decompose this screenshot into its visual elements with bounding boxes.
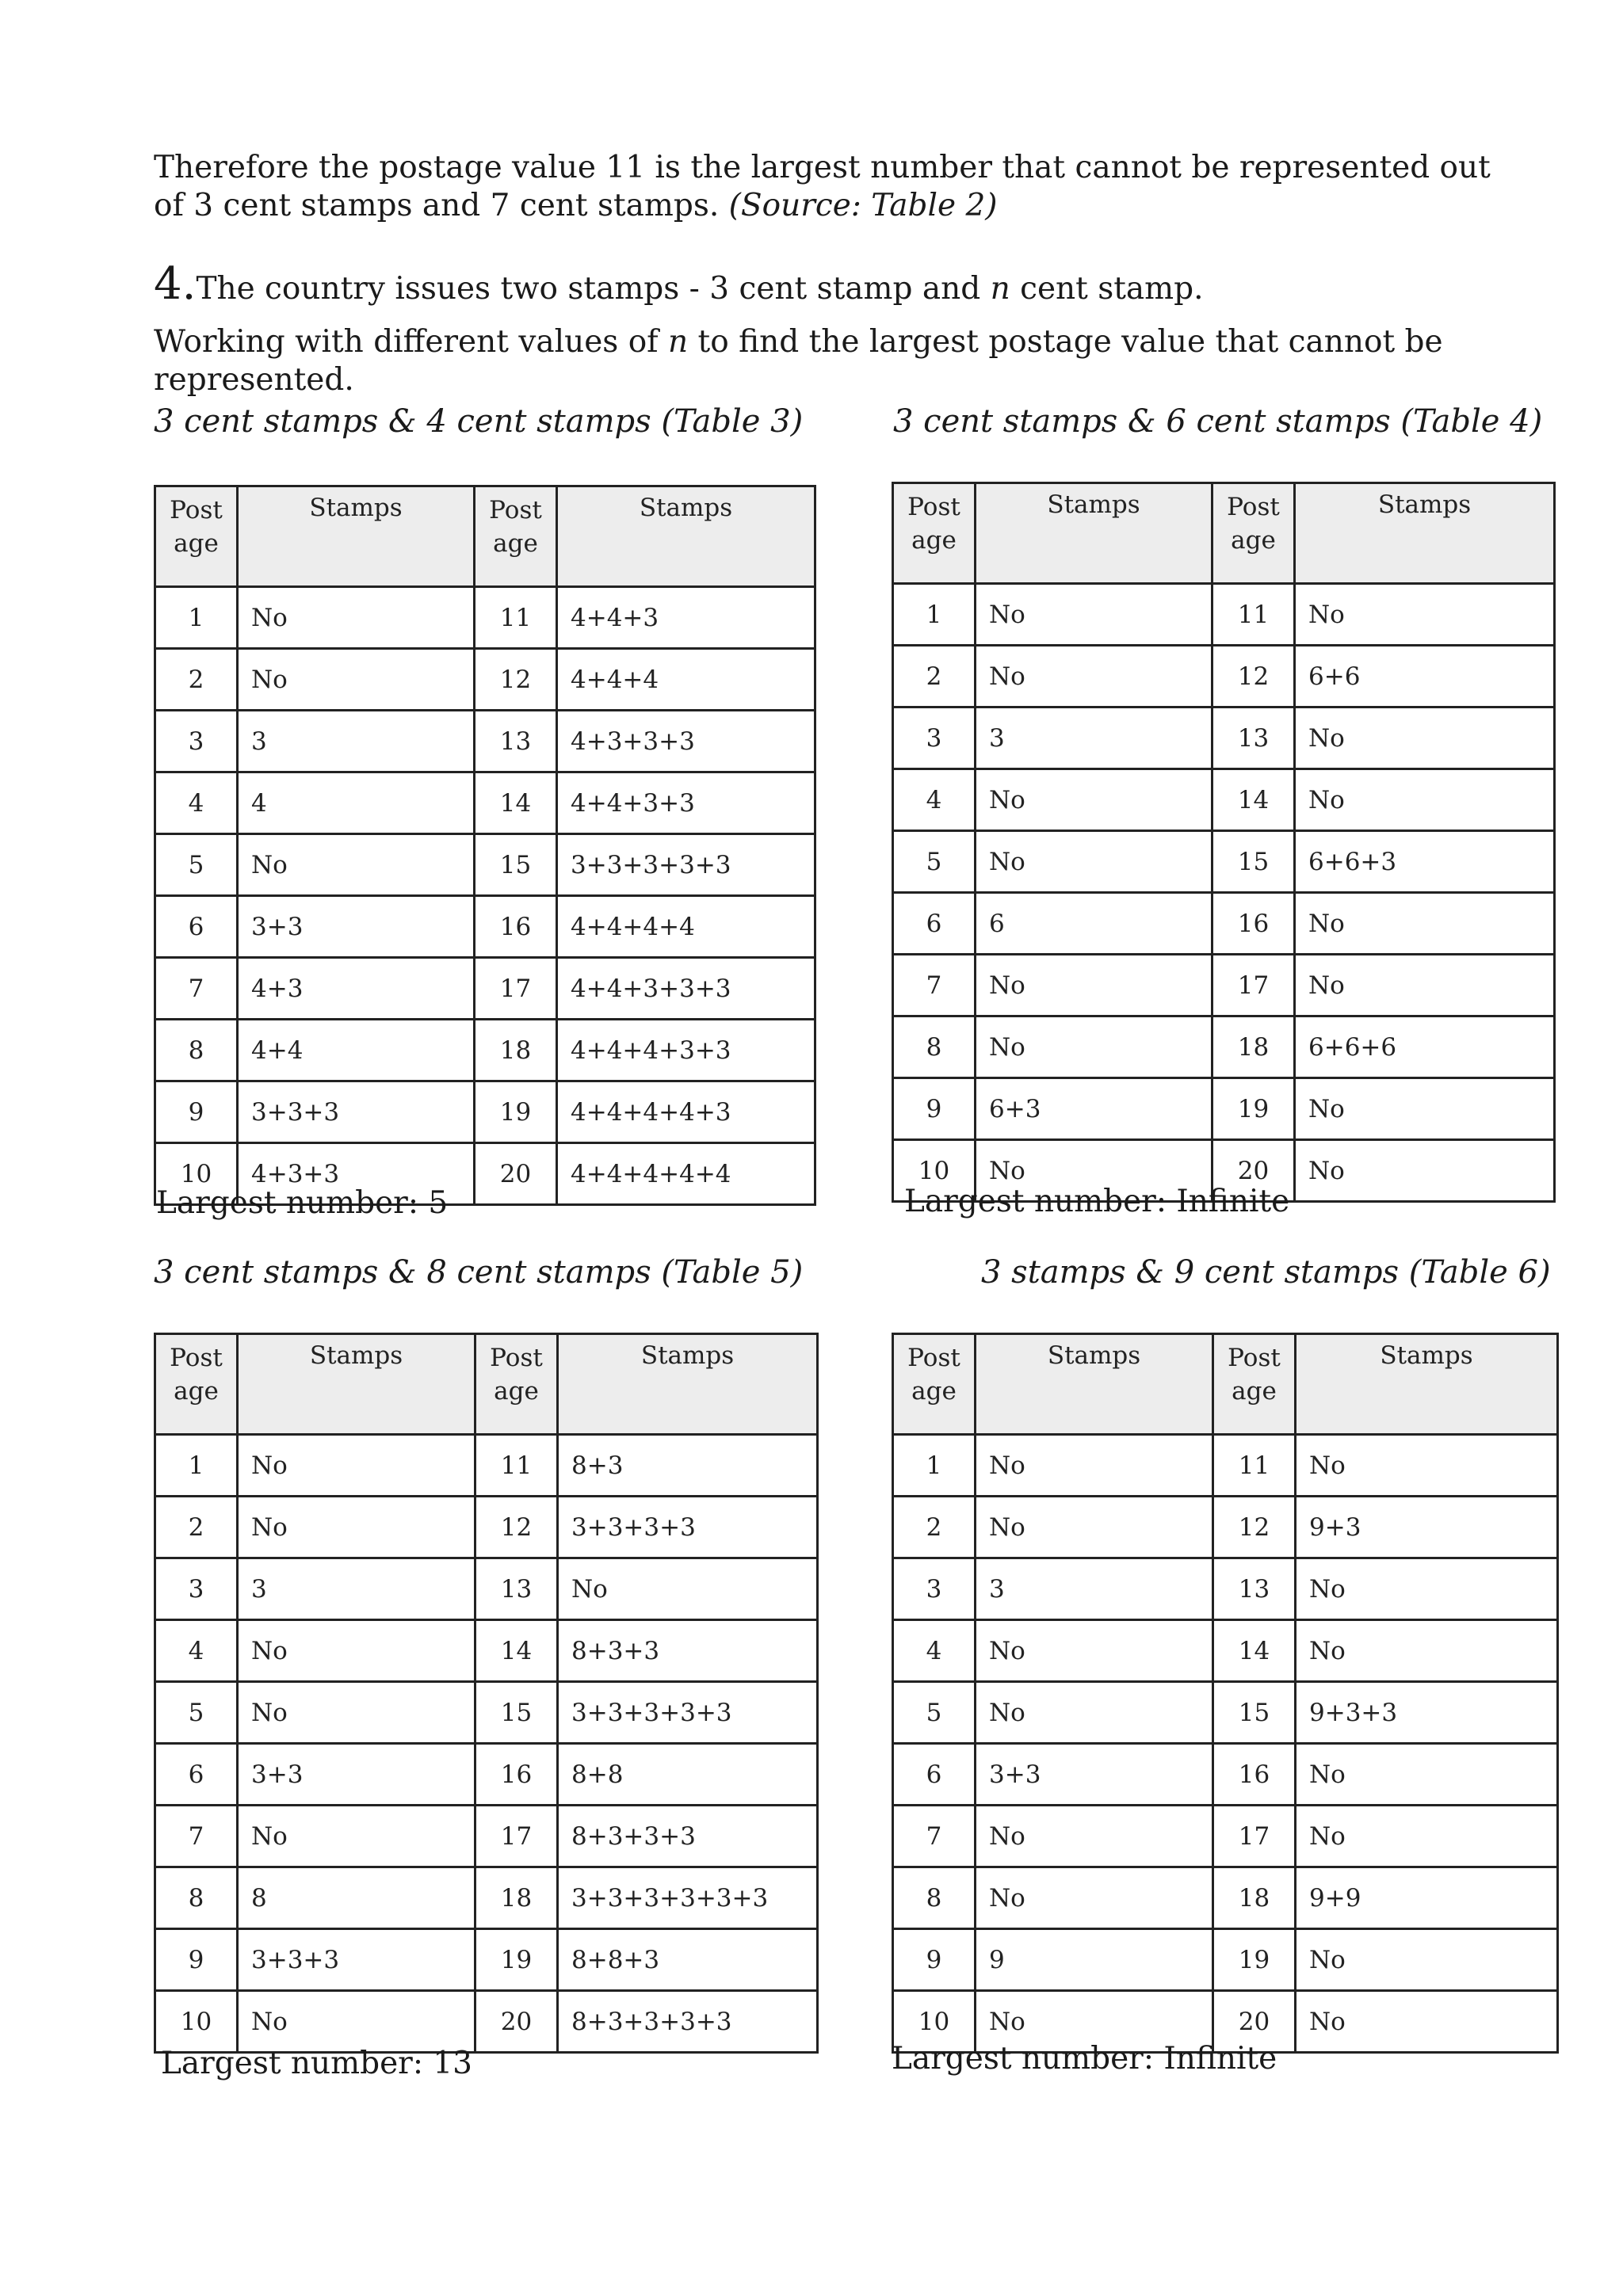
stamps-cell: 6+3 bbox=[976, 1078, 1212, 1140]
postage-cell: 16 bbox=[475, 1744, 558, 1806]
stamps-header: Stamps bbox=[557, 486, 815, 587]
stamps-cell: No bbox=[238, 1435, 475, 1497]
postage-cell: 10 bbox=[893, 1140, 976, 1202]
stamps-cell: No bbox=[976, 831, 1212, 893]
table-row bbox=[155, 1991, 818, 2053]
postage-cell: 4 bbox=[155, 1620, 238, 1682]
postage-cell: 11 bbox=[1213, 1435, 1296, 1497]
stamps-cell: No bbox=[1296, 1929, 1558, 1991]
table-row bbox=[893, 646, 1555, 707]
stamps-cell: No bbox=[1296, 1435, 1558, 1497]
table-row bbox=[893, 1497, 1558, 1558]
table-row bbox=[893, 584, 1555, 646]
postage-cell: 2 bbox=[893, 1497, 976, 1558]
stamps-cell: 9+3 bbox=[1296, 1497, 1558, 1558]
stamps-header: Stamps bbox=[976, 1334, 1213, 1435]
postage-header: Post age bbox=[893, 483, 976, 584]
stamps-cell: 4+3+3+3 bbox=[557, 711, 815, 772]
stamps-cell: No bbox=[1296, 1991, 1558, 2053]
table-row bbox=[155, 1435, 818, 1497]
stamps-cell: No bbox=[238, 1497, 475, 1558]
postage-cell: 20 bbox=[475, 1143, 557, 1205]
stamps-cell: 3 bbox=[976, 1558, 1213, 1620]
postage-cell: 8 bbox=[893, 1867, 976, 1929]
table-row bbox=[155, 896, 815, 958]
stamps-cell: No bbox=[976, 769, 1212, 831]
postage-cell: 13 bbox=[1213, 1558, 1296, 1620]
section-description-text: Working with different values of bbox=[154, 324, 669, 360]
stamps-cell: 3+3+3 bbox=[238, 1929, 475, 1991]
stamps-cell: 4+4+4+4 bbox=[557, 896, 815, 958]
stamps-cell: No bbox=[976, 1140, 1212, 1202]
postage-cell: 14 bbox=[1213, 1620, 1296, 1682]
stamps-cell: No bbox=[238, 1806, 475, 1867]
postage-cell: 19 bbox=[1212, 1078, 1295, 1140]
postage-cell: 18 bbox=[475, 1020, 557, 1081]
stamps-cell: No bbox=[238, 587, 475, 649]
section-heading-var: n bbox=[990, 271, 1010, 307]
table-header-row bbox=[893, 483, 1555, 584]
stamps-cell: 3 bbox=[976, 707, 1212, 769]
stamps-cell: No bbox=[1295, 1078, 1555, 1140]
stamps-cell: 9+3+3 bbox=[1296, 1682, 1558, 1744]
largest-number-label: Largest number: Infinite bbox=[892, 2041, 1277, 2077]
stamps-cell: 6+6 bbox=[1295, 646, 1555, 707]
table-4 bbox=[892, 482, 1556, 1203]
postage-cell: 19 bbox=[475, 1081, 557, 1143]
postage-cell: 4 bbox=[893, 769, 976, 831]
postage-cell: 7 bbox=[155, 958, 238, 1020]
table-row bbox=[155, 587, 815, 649]
table-row bbox=[155, 1620, 818, 1682]
stamps-cell: 6+6+6 bbox=[1295, 1016, 1555, 1078]
stamps-cell: 4 bbox=[238, 772, 475, 834]
postage-cell: 1 bbox=[155, 1435, 238, 1497]
postage-cell: 19 bbox=[1213, 1929, 1296, 1991]
stamps-header: Stamps bbox=[238, 1334, 475, 1435]
section-number: 4. bbox=[154, 258, 197, 310]
table-row bbox=[893, 1867, 1558, 1929]
stamps-cell: 8+3 bbox=[558, 1435, 818, 1497]
stamps-cell: 3+3 bbox=[238, 896, 475, 958]
postage-cell: 16 bbox=[475, 896, 557, 958]
postage-header: Post age bbox=[475, 486, 557, 587]
stamps-cell: 8+3+3+3 bbox=[558, 1806, 818, 1867]
stamps-header: Stamps bbox=[238, 486, 475, 587]
postage-cell: 7 bbox=[155, 1806, 238, 1867]
table-row bbox=[155, 1682, 818, 1744]
table-row bbox=[155, 649, 815, 711]
section-heading bbox=[154, 258, 1517, 310]
stamps-header: Stamps bbox=[976, 483, 1212, 584]
table-header-row bbox=[893, 1334, 1558, 1435]
stamps-cell: No bbox=[976, 584, 1212, 646]
postage-cell: 2 bbox=[893, 646, 976, 707]
stamps-cell: 3+3 bbox=[238, 1744, 475, 1806]
table-row bbox=[893, 893, 1555, 955]
intro-paragraph bbox=[154, 149, 1517, 225]
stamps-cell: 9+9 bbox=[1296, 1867, 1558, 1929]
postage-cell: 9 bbox=[893, 1078, 976, 1140]
stamps-cell: No bbox=[1296, 1806, 1558, 1867]
table-row bbox=[893, 707, 1555, 769]
stamps-cell: No bbox=[976, 1620, 1213, 1682]
stamps-cell: No bbox=[976, 955, 1212, 1016]
stamps-cell: 4+4+4 bbox=[557, 649, 815, 711]
postage-cell: 15 bbox=[1212, 831, 1295, 893]
table-row bbox=[155, 1929, 818, 1991]
postage-cell: 16 bbox=[1212, 893, 1295, 955]
postage-cell: 4 bbox=[155, 772, 238, 834]
table-header-row bbox=[155, 1334, 818, 1435]
stamps-cell: 3+3 bbox=[976, 1744, 1213, 1806]
stamps-cell: 3 bbox=[238, 711, 475, 772]
stamps-cell: 3 bbox=[238, 1558, 475, 1620]
section-description bbox=[154, 323, 1517, 399]
postage-cell: 5 bbox=[155, 834, 238, 896]
postage-cell: 12 bbox=[475, 649, 557, 711]
stamps-cell: 4+3+3 bbox=[238, 1143, 475, 1205]
stamps-cell: No bbox=[1295, 707, 1555, 769]
postage-cell: 7 bbox=[893, 955, 976, 1016]
stamps-cell: No bbox=[238, 1991, 475, 2053]
postage-cell: 13 bbox=[475, 1558, 558, 1620]
table-row bbox=[893, 1682, 1558, 1744]
postage-cell: 15 bbox=[475, 1682, 558, 1744]
largest-number-label: Largest number: 5 bbox=[156, 1185, 449, 1221]
stamps-cell: 4+4+4+4+4 bbox=[557, 1143, 815, 1205]
table-row bbox=[155, 1744, 818, 1806]
table-row bbox=[893, 1620, 1558, 1682]
postage-cell: 13 bbox=[1212, 707, 1295, 769]
stamps-cell: No bbox=[1296, 1744, 1558, 1806]
postage-cell: 17 bbox=[475, 1806, 558, 1867]
stamps-cell: 9 bbox=[976, 1929, 1213, 1991]
stamps-cell: No bbox=[1295, 955, 1555, 1016]
postage-cell: 15 bbox=[475, 834, 557, 896]
postage-cell: 1 bbox=[893, 584, 976, 646]
stamps-cell: 8+8+3 bbox=[558, 1929, 818, 1991]
postage-cell: 11 bbox=[1212, 584, 1295, 646]
postage-cell: 9 bbox=[155, 1929, 238, 1991]
stamps-cell: No bbox=[1295, 893, 1555, 955]
table-row bbox=[155, 1558, 818, 1620]
stamps-header: Stamps bbox=[1296, 1334, 1558, 1435]
stamps-cell: No bbox=[976, 646, 1212, 707]
table-row bbox=[155, 958, 815, 1020]
stamps-cell: 3+3+3+3 bbox=[558, 1497, 818, 1558]
postage-cell: 14 bbox=[475, 772, 557, 834]
intro-text: Therefore the postage value 11 is the largest number that cannot be represented out of 3 cent stamps and 7 cent stamps. bbox=[154, 150, 1491, 223]
stamps-cell: 4+4+4+3+3 bbox=[557, 1020, 815, 1081]
stamps-cell: No bbox=[976, 1867, 1213, 1929]
postage-cell: 15 bbox=[1213, 1682, 1296, 1744]
table-row bbox=[893, 1806, 1558, 1867]
stamps-cell: No bbox=[1295, 769, 1555, 831]
postage-cell: 3 bbox=[893, 707, 976, 769]
table-row bbox=[893, 1744, 1558, 1806]
postage-cell: 17 bbox=[475, 958, 557, 1020]
table-row bbox=[893, 1016, 1555, 1078]
postage-cell: 12 bbox=[1213, 1497, 1296, 1558]
stamps-cell: No bbox=[238, 649, 475, 711]
stamps-cell: No bbox=[976, 1682, 1213, 1744]
postage-cell: 6 bbox=[893, 1744, 976, 1806]
section-description-var: n bbox=[668, 324, 689, 360]
table-row bbox=[155, 1867, 818, 1929]
stamps-cell: 4+4+3+3 bbox=[557, 772, 815, 834]
postage-cell: 20 bbox=[475, 1991, 558, 2053]
postage-cell: 2 bbox=[155, 1497, 238, 1558]
postage-cell: 3 bbox=[893, 1558, 976, 1620]
intro-source: (Source: Table 2) bbox=[728, 188, 998, 223]
postage-header: Post age bbox=[155, 486, 238, 587]
stamps-header: Stamps bbox=[558, 1334, 818, 1435]
postage-cell: 9 bbox=[893, 1929, 976, 1991]
stamps-cell: 3+3+3+3+3 bbox=[558, 1682, 818, 1744]
table-row bbox=[893, 1435, 1558, 1497]
table-row bbox=[893, 831, 1555, 893]
table-row bbox=[155, 772, 815, 834]
postage-cell: 6 bbox=[155, 1744, 238, 1806]
stamps-cell: 6 bbox=[976, 893, 1212, 955]
table-row bbox=[155, 711, 815, 772]
postage-cell: 14 bbox=[1212, 769, 1295, 831]
postage-cell: 8 bbox=[893, 1016, 976, 1078]
postage-cell: 4 bbox=[893, 1620, 976, 1682]
postage-cell: 8 bbox=[155, 1867, 238, 1929]
stamps-cell: 4+4+3+3+3 bbox=[557, 958, 815, 1020]
table-header-row bbox=[155, 486, 815, 587]
postage-cell: 6 bbox=[893, 893, 976, 955]
stamps-cell: No bbox=[976, 1991, 1213, 2053]
table-row bbox=[893, 1929, 1558, 1991]
stamps-cell: 8 bbox=[238, 1867, 475, 1929]
stamps-cell: 4+4+3 bbox=[557, 587, 815, 649]
stamps-cell: No bbox=[238, 1682, 475, 1744]
section-heading-text: The country issues two stamps - 3 cent stamp and bbox=[196, 271, 991, 307]
postage-cell: 17 bbox=[1213, 1806, 1296, 1867]
postage-cell: 10 bbox=[155, 1991, 238, 2053]
postage-header: Post age bbox=[893, 1334, 976, 1435]
stamps-cell: No bbox=[238, 1620, 475, 1682]
stamps-cell: 3+3+3+3+3+3 bbox=[558, 1867, 818, 1929]
table-caption: 3 stamps & 9 cent stamps (Table 6) bbox=[981, 1254, 1551, 1291]
table-row bbox=[893, 769, 1555, 831]
postage-cell: 20 bbox=[1213, 1991, 1296, 2053]
postage-cell: 14 bbox=[475, 1620, 558, 1682]
postage-cell: 3 bbox=[155, 711, 238, 772]
stamps-cell: No bbox=[1296, 1620, 1558, 1682]
postage-cell: 10 bbox=[155, 1143, 238, 1205]
table-6 bbox=[892, 1333, 1559, 2054]
postage-cell: 18 bbox=[1212, 1016, 1295, 1078]
table-5 bbox=[154, 1333, 819, 2054]
postage-header: Post age bbox=[1213, 1334, 1296, 1435]
postage-cell: 1 bbox=[893, 1435, 976, 1497]
table-row bbox=[155, 1020, 815, 1081]
postage-cell: 5 bbox=[893, 1682, 976, 1744]
table-caption: 3 cent stamps & 8 cent stamps (Table 5) bbox=[154, 1254, 804, 1291]
table-row bbox=[155, 1806, 818, 1867]
table-caption: 3 cent stamps & 6 cent stamps (Table 4) bbox=[893, 403, 1543, 440]
stamps-cell: 6+6+3 bbox=[1295, 831, 1555, 893]
stamps-cell: No bbox=[976, 1435, 1213, 1497]
postage-cell: 6 bbox=[155, 896, 238, 958]
stamps-header: Stamps bbox=[1295, 483, 1555, 584]
postage-cell: 3 bbox=[155, 1558, 238, 1620]
stamps-cell: No bbox=[1295, 1140, 1555, 1202]
stamps-cell: No bbox=[238, 834, 475, 896]
stamps-cell: No bbox=[976, 1016, 1212, 1078]
stamps-cell: 4+4 bbox=[238, 1020, 475, 1081]
stamps-cell: 4+3 bbox=[238, 958, 475, 1020]
stamps-cell: No bbox=[1295, 584, 1555, 646]
stamps-cell: No bbox=[1296, 1558, 1558, 1620]
table-row bbox=[893, 1558, 1558, 1620]
table-caption: 3 cent stamps & 4 cent stamps (Table 3) bbox=[154, 403, 804, 440]
postage-cell: 11 bbox=[475, 1435, 558, 1497]
postage-cell: 13 bbox=[475, 711, 557, 772]
postage-cell: 18 bbox=[475, 1867, 558, 1929]
postage-cell: 7 bbox=[893, 1806, 976, 1867]
table-3 bbox=[154, 485, 816, 1206]
postage-cell: 12 bbox=[475, 1497, 558, 1558]
stamps-cell: 4+4+4+4+3 bbox=[557, 1081, 815, 1143]
postage-cell: 10 bbox=[893, 1991, 976, 2053]
stamps-cell: No bbox=[558, 1558, 818, 1620]
section-heading-suffix: cent stamp. bbox=[1010, 271, 1204, 307]
stamps-cell: 8+3+3 bbox=[558, 1620, 818, 1682]
postage-header: Post age bbox=[475, 1334, 558, 1435]
stamps-cell: No bbox=[976, 1497, 1213, 1558]
table-row bbox=[893, 1078, 1555, 1140]
postage-cell: 17 bbox=[1212, 955, 1295, 1016]
postage-cell: 18 bbox=[1213, 1867, 1296, 1929]
stamps-cell: 3+3+3 bbox=[238, 1081, 475, 1143]
postage-cell: 19 bbox=[475, 1929, 558, 1991]
largest-number-label: Largest number: 13 bbox=[161, 2046, 472, 2081]
postage-cell: 11 bbox=[475, 587, 557, 649]
postage-cell: 1 bbox=[155, 587, 238, 649]
table-row bbox=[155, 834, 815, 896]
postage-cell: 20 bbox=[1212, 1140, 1295, 1202]
stamps-cell: No bbox=[976, 1806, 1213, 1867]
postage-header: Post age bbox=[155, 1334, 238, 1435]
postage-cell: 16 bbox=[1213, 1744, 1296, 1806]
stamps-cell: 3+3+3+3+3 bbox=[557, 834, 815, 896]
postage-cell: 5 bbox=[893, 831, 976, 893]
largest-number-label: Largest number: Infinite bbox=[904, 1184, 1290, 1219]
table-row bbox=[155, 1497, 818, 1558]
postage-header: Post age bbox=[1212, 483, 1295, 584]
stamps-cell: 8+3+3+3+3 bbox=[558, 1991, 818, 2053]
table-row bbox=[893, 955, 1555, 1016]
section-description-suffix: to find the largest postage value that cannot be represented. bbox=[154, 324, 1443, 398]
postage-cell: 2 bbox=[155, 649, 238, 711]
postage-cell: 12 bbox=[1212, 646, 1295, 707]
stamps-cell: 8+8 bbox=[558, 1744, 818, 1806]
postage-cell: 9 bbox=[155, 1081, 238, 1143]
postage-cell: 5 bbox=[155, 1682, 238, 1744]
table-row bbox=[155, 1081, 815, 1143]
postage-cell: 8 bbox=[155, 1020, 238, 1081]
